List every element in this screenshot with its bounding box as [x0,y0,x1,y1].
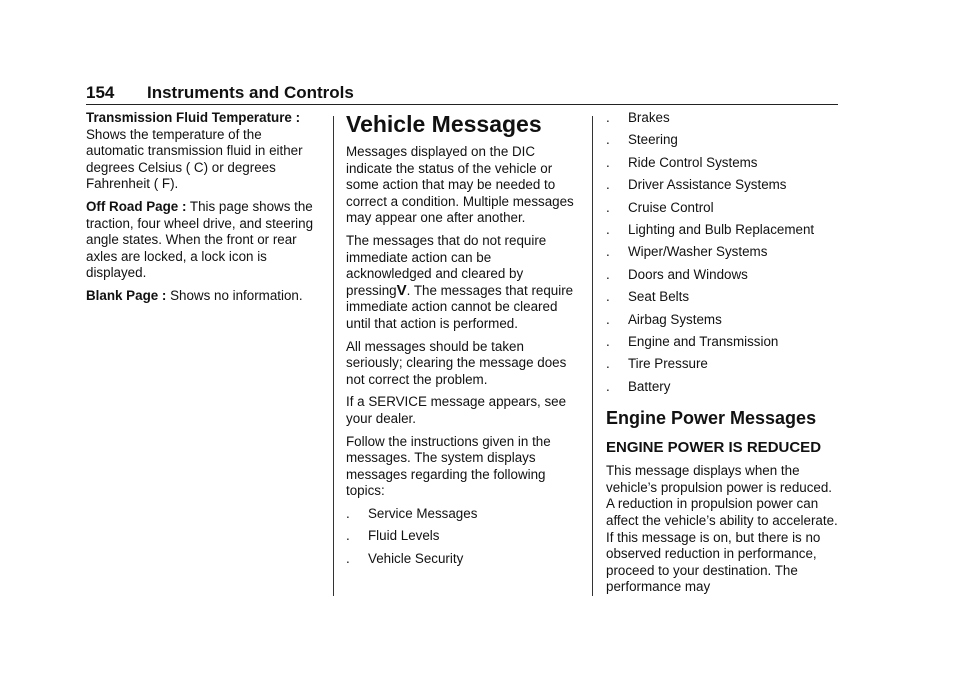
list-item: . Steering [606,132,678,148]
list-item: . Fluid Levels [346,528,440,544]
list-item: . Service Messages [346,505,478,521]
bullet-icon: . [346,505,350,521]
definition-off-road-page [86,199,322,282]
list-item: . Wiper/Washer Systems [606,244,768,260]
engine-power-reduced-subheading: ENGINE POWER IS REDUCED [606,439,822,457]
engine-power-messages-heading: Engine Power Messages [606,408,817,429]
definition-blank-page [86,288,322,305]
paragraph: Messages displayed on the DIC indicate the status of the vehicle or some action that may be needed to correct a condition. Multiple messages may appear one after another. [346,144,574,226]
list-item: . Ride Control Systems [606,154,758,170]
definition-transmission-fluid [86,110,322,193]
definition-text: Shows no information. [166,287,303,303]
list-item: . Battery [606,378,671,394]
paragraph: This message displays when the vehicle’s propulsion power is reduced. A reduction in propulsion power can affect the vehicle’s ability to accelerate. If this message is on, but there is no observed reduction in performance, proceed to your destination. The performance may [606,463,838,595]
definition-term: Blank Page : [86,287,167,303]
paragraph: If a SERVICE message appears, see your dealer. [346,394,567,426]
paragraph: All messages should be taken seriously; clearing the message does not correct the problem. [346,338,567,387]
list-item: . Lighting and Bulb Replacement [606,221,815,237]
definition-term: Off Road Page : [86,198,187,214]
definition-text: Shows the temperature of the automatic transmission fluid in either degrees Celsius ( C) or degrees Fahrenheit ( F). [86,126,303,192]
topic-list [606,110,842,395]
bullet-icon: . [606,356,610,372]
bullet-icon: . [606,333,610,349]
column-divider [592,116,593,596]
definition-term: Transmission Fluid Temperature : [86,110,301,125]
list-item: . Engine and Transmission [606,333,779,349]
checkmark-icon: V [396,281,407,299]
column-3 [606,110,842,602]
list-item: . Driver Assistance Systems [606,177,787,193]
bullet-icon: . [346,551,350,567]
paragraph: The messages that do not require immediate action can be acknowledged and cleared by pressingV. The messages that require immediate action cannot be cleared until that action is performed. [346,232,574,331]
section-title: Instruments and Controls [147,83,354,102]
paragraph: Follow the instructions given in the messages. The system displays messages regarding the following topics: [346,433,551,499]
list-item: . Doors and Windows [606,266,748,282]
bullet-icon: . [606,244,610,260]
list-item: . Vehicle Security [346,551,464,567]
topic-list [346,506,578,568]
list-item: . Airbag Systems [606,311,722,327]
bullet-icon: . [346,528,350,544]
vehicle-messages-heading: Vehicle Messages [346,111,542,137]
bullet-icon: . [606,132,610,148]
column-divider [333,116,334,596]
bullet-icon: . [606,221,610,237]
definition-text: This page shows the traction, four wheel drive, and steering angle states. When the front or rear axles are locked, a lock icon is displayed. [86,198,314,281]
bullet-icon: . [606,154,610,170]
page-number: 154 [86,83,115,102]
bullet-icon: . [606,266,610,282]
list-item: . Brakes [606,110,670,125]
bullet-icon: . [606,110,610,125]
list-item: . Seat Belts [606,289,690,305]
list-item: . Tire Pressure [606,356,708,372]
bullet-icon: . [606,311,610,327]
column-1 [86,110,322,311]
bullet-icon: . [606,289,610,305]
bullet-icon: . [606,177,610,193]
column-2 [346,110,578,574]
bullet-icon: . [606,378,610,394]
bullet-icon: . [606,199,610,215]
list-item: . Cruise Control [606,199,714,215]
page-header [86,82,838,105]
